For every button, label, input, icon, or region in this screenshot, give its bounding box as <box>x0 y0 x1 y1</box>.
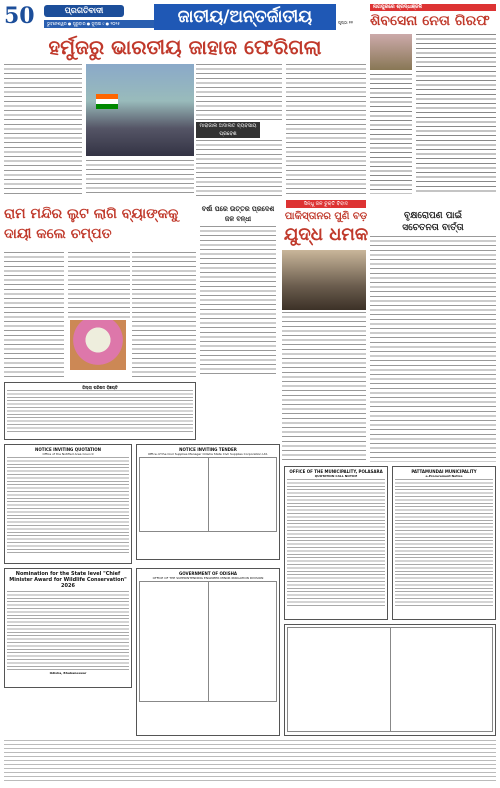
notice-ocsc-sub: Office of the Civil Supplies Manager Odisha State Civil Supplies Corporation Ltd. <box>147 452 269 456</box>
notice-polasara-sub: QUOTATION CALL NOTICE <box>314 474 358 478</box>
lead-photo-caption: ମାରାଜାଲ ଅଦାଲତ ବ୍ୟବସାୟ ପ୍ରବେଶ <box>196 122 260 138</box>
lead-body-right <box>286 64 366 196</box>
notice-pattamundai <box>392 466 496 620</box>
notice-bottom-right-table <box>287 627 493 732</box>
lead-body-mid <box>196 64 282 120</box>
lead-body-mid2 <box>196 140 282 196</box>
notice-nac <box>4 444 132 564</box>
pak-headline-2: ଯୁଦ୍ଧ ଧମକ <box>283 224 369 245</box>
right-top-story <box>370 4 496 204</box>
notice-wildlife-title: Nomination for the State level "Chief Minister Award for Wildlife Conservation" 2026 <box>9 571 127 589</box>
notice-govt <box>136 568 280 736</box>
notice-pattamundai-sub: e-Procurement Notice <box>425 474 463 478</box>
lead-photo <box>86 64 194 156</box>
right-kicker: ନାଗପୁରରେ ଶ୍ରଦ୍ଧାଞ୍ଜଳି <box>370 4 496 11</box>
flood-headline: ବର୍ଷା ପରେ ଉତ୍ତର ପ୍ରଦେଶ ଜଳ ବନ୍ଧୀ <box>201 205 275 223</box>
page-number: ପୃଷ୍ଠା ୧୧ <box>338 20 353 25</box>
notice-polasara-body <box>287 479 385 607</box>
notice-govt-title: GOVERNMENT OF ODISHA <box>178 571 238 576</box>
paper-name-badge: ପ୍ରଗତିବାଦୀ <box>44 5 124 17</box>
notice-polasara <box>284 466 388 620</box>
right-story-photo <box>370 34 412 70</box>
tree-body <box>370 236 496 462</box>
notice-ocsc-table <box>139 457 277 532</box>
notice-nac-body <box>7 457 129 553</box>
notice-govt-sub: OFFICE OF THE SUPERINTENDING ENGINEER MINOR IRRIGATION DIVISION <box>152 576 264 580</box>
tree-headline-2: ସଚେତନତା ବାର୍ତ୍ତା <box>402 223 464 233</box>
dateline: ଭୁବନେଶ୍ୱର ● ଗୁରୁବାର ● ଜୁଲାଇ ୯ ● ୨୦୨୫ <box>44 20 154 28</box>
flood-body <box>200 226 276 378</box>
notice-wildlife-footer: Odisha, Bhubaneswar <box>49 671 87 675</box>
ram-body-mid <box>68 252 130 318</box>
ram-body-left <box>4 252 64 378</box>
pak-kicker: ସିନ୍ଧୁ ଜଳ ଚୁକ୍ତି ବିବାଦ <box>286 200 366 208</box>
indian-flag-icon <box>96 94 118 109</box>
notice-wildlife <box>4 568 132 688</box>
right-story-body-b <box>370 74 412 194</box>
anniversary-logo <box>4 3 35 29</box>
notice-left-1-body <box>7 390 193 432</box>
logo-number: 50 <box>4 3 35 29</box>
notice-wildlife-body <box>7 591 129 671</box>
notice-govt-table <box>139 581 277 702</box>
lead-body-under-photo <box>86 160 194 196</box>
notice-bottom-right <box>284 624 496 736</box>
bottom-strip <box>4 740 496 784</box>
notice-left-1-title: ଜିଲ୍ଲା ପରିଷଦ ବିଜ୍ଞପ୍ତି <box>82 385 118 390</box>
notice-left-1 <box>4 382 196 440</box>
lead-body-left <box>4 64 82 194</box>
notice-ocsc <box>136 444 280 560</box>
tree-headline-1: ବୃକ୍ଷରୋପଣ ପାଇଁ <box>403 211 463 221</box>
right-story-body-a <box>416 34 496 194</box>
notice-nac-sub: Office of the Notified Area Council <box>42 452 94 456</box>
section-title: ଜାତୀୟ/ଅନ୍ତର୍ଜାତୀୟ <box>154 4 336 30</box>
notice-polasara-title: OFFICE OF THE MUNICIPALITY, POLASARA <box>289 469 383 474</box>
right-headline: ଶିବସେନା ନେତା ଗିରଫ <box>370 13 490 29</box>
ram-headline: ରାମ ମନ୍ଦିର ଲୁଟ ଲାଗି ବ୍ୟାଙ୍କକୁ ଦାୟୀ କଲେ ଚମ୍ପତ <box>4 206 179 242</box>
ram-photo <box>70 320 126 370</box>
pak-photo <box>282 250 366 310</box>
ram-body-right <box>132 252 196 378</box>
pak-body <box>282 312 366 462</box>
lead-headline: ହର୍ମୁଜରୁ ଭାରତୀୟ ଜାହାଜ ଫେରିଗଲା <box>48 35 322 59</box>
notice-ocsc-title: NOTICE INVITING TENDER <box>179 447 237 452</box>
notice-pattamundai-body <box>395 479 493 607</box>
notice-pattamundai-title: PATTAMUNDAI MUNICIPALITY <box>411 469 477 474</box>
notice-nac-title: NOTICE INVITING QUOTATION <box>35 447 101 452</box>
pak-headline-1: ପାକିସ୍ତାନର ପୁଣି ବଡ଼ <box>284 211 368 222</box>
